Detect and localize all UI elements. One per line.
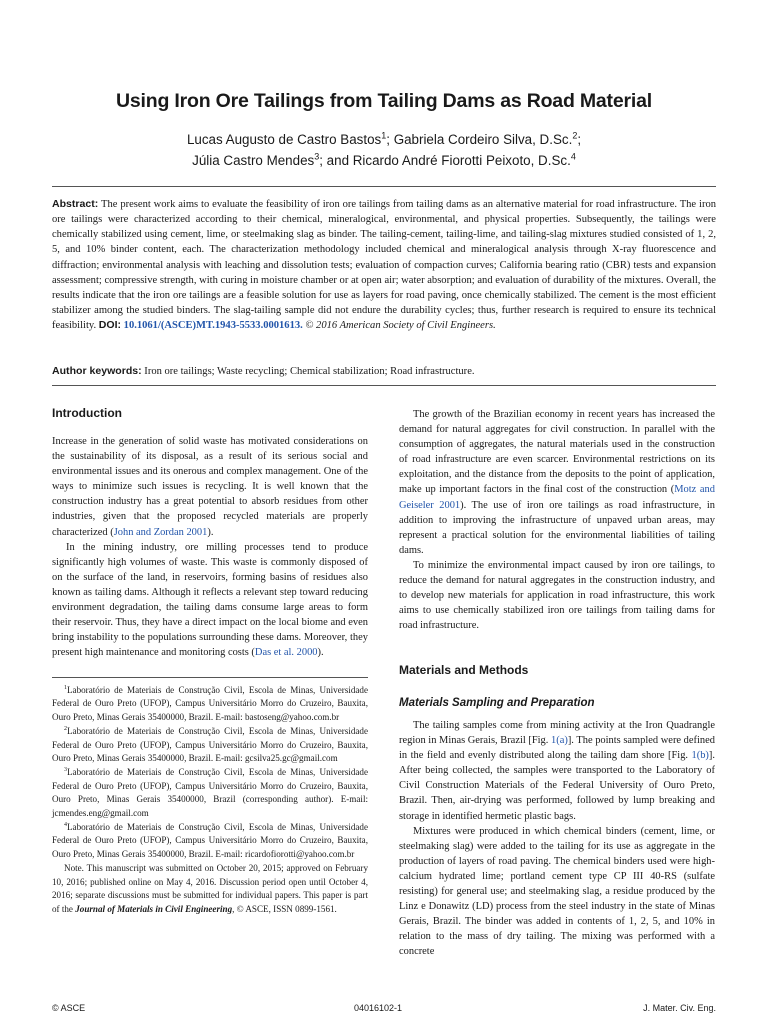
copyright: © 2016 American Society of Civil Engineers. <box>302 320 496 332</box>
right-column-methods <box>399 718 715 960</box>
footnote-marker: 1 <box>64 684 67 691</box>
paragraph-text: In the mining industry, ore milling processes tend to produce significantly high volumes of waste. This waste is commonly disposed of on the surface of the land, in reservoirs, forming basins of residues also known as tailing dams. Although it reflects a relevant step toward reducing environment degradation, the tailing dams consume large areas to form their reservoir. Thus, they have a direct impact on the local biome and even bring instability to the populations surrounding these dams. Moreover, they present high maintenance and monitoring costs ( <box>52 541 368 659</box>
citation-link[interactable]: Motz and Geiseler 2001 <box>399 484 715 511</box>
affiliation-marker: 4 <box>570 151 576 162</box>
keywords-text: Iron ore tailings; Waste recycling; Chemical stabilization; Road infrastructure. <box>141 366 475 377</box>
paper-title: Using Iron Ore Tailings from Tailing Dams as Road Material <box>116 90 652 112</box>
paragraph: Mixtures were produced in which chemical binders (cement, lime, or steelmaking slag) were added to the tailing for its use as aggregate in the production of layers of road paving. The chemical binders used were high-calcium hydrated lime; portland cement type CP III 40-RS (sulfate resisting) for general use; and steelmaking slag, a residue produced by the Linz e Donawitz (LD) process from the steel industry in the state of Minas Gerais, Brazil. The binder was added in contents of 1, 2, 5, and 10% in relation to the mass of dry tailing. The mixing was performed with a concrete <box>399 825 715 958</box>
note-text: , © ASCE, ISSN 0899-1561. <box>232 903 337 914</box>
author-name: Lucas Augusto de Castro Bastos <box>186 132 382 147</box>
paragraph-text: The growth of the Brazilian economy in recent years has increased the demand for natural aggregates for civil construction. In parallel with the consumption of aggregates, the natural materials used in the construction of road infrastructure are even scarcer. Environmental restrictions on its exploitation, and the distance from the deposits to the point of application, make up important factors in the final cost of the construction ( <box>399 409 715 496</box>
citation-link[interactable]: John and Zordan 2001 <box>113 526 208 538</box>
doi-link[interactable]: 10.1061/(ASCE)MT.1943-5533.0001613. <box>121 320 303 332</box>
keywords-label: Author keywords: <box>52 365 142 377</box>
figure-link[interactable]: 1(a) <box>551 735 568 747</box>
paragraph-text: Increase in the generation of solid waste has motivated considerations on the sustainability of its disposal, as a result of its serious social and environmental issues and its onerous and complex management. One of the ways to minimize such issues is recycling. It is well known that the construction industry has a great potential to absorb residues from other industries, given that the proposed recycled materials are properly characterized ( <box>52 436 368 538</box>
footnote <box>52 766 368 820</box>
citation-link[interactable]: Das et al. 2000 <box>254 647 318 659</box>
footnote <box>52 684 368 724</box>
doi-label: DOI: <box>98 319 122 332</box>
author-name: Júlia Castro Mendes <box>192 153 315 168</box>
footer-article-number: 04016102-1 <box>354 1003 403 1013</box>
paragraph <box>399 407 715 558</box>
affiliation-marker: 3 <box>314 151 320 162</box>
note-text: Note. This manuscript was submitted on October 20, 2015; approved on February 10, 2016; published online on May 4, 2016. Discussion period open until October 4, 2016; separate discussions must be submitted for individual papers. This paper is part of the <box>52 863 368 914</box>
paragraph-text: ). The use of iron ore tailings as road infrastructure, in addition to improving the infrastructure of unpaved urban areas, may represent a practical solution for the environmental liabilities of tailing dams. <box>399 499 715 556</box>
footnote-rule <box>52 677 368 678</box>
footer-journal: J. Mater. Civ. Eng. <box>643 1003 716 1013</box>
paragraph-text: ). <box>207 526 214 538</box>
paragraph-text: The tailing samples come from mining activity at the Iron Quadrangle region in Minas Gerais, Brazil [Fig. <box>399 720 715 747</box>
footnote <box>52 725 368 765</box>
abstract <box>52 197 716 333</box>
subsection-heading-sampling: Materials Sampling and Preparation <box>399 697 595 709</box>
paragraph <box>52 434 368 540</box>
paragraph-text: ]. The points sampled were defined in the field and evenly distributed along the tailing dam shore [Fig. <box>399 735 715 762</box>
author-list <box>40 129 728 171</box>
abstract-text: The present work aims to evaluate the feasibility of iron ore tailings from tailing dams as an alternative material for road infrastructure. The iron ore tailings were characterized according to their chemical, mineralogical, environmental, and physical properties. Subsequently, the tailings were chemically stabilized using cement, lime, or steelmaking slag as binder. The tailing-cement, tailing-lime, and tailing-slag mixtures studied consisted of 1, 2, 5, and 10% binder content, each. The characterization methodology included chemical and mineralogical analysis through X-ray fluorescence and diffraction; environmental analysis with leaching and dissolution tests; evaluation of compaction curves; California bearing ratio (CBR) tests and expansion assessment; compressive strength, with curing in moisture chamber or at open air; water absorption; and evaluation of durability of the mixtures. Overall, the results indicate that the iron ore tailings are a feasible solution for use as layers for road paving, once chemically stabilized. The cement is the most efficient stabilizer among the studied binders. The slag-tailing sample did not endure the durability cycles; thus, further research is required to ensure its technical feasibility. <box>52 199 716 332</box>
footnote-text: Laboratório de Materiais de Construção Civil, Escola de Minas, Universidade Federal de Ouro Preto (UFOP), Campus Universitário Morro do Cruzeiro, Bauxita, Ouro Preto, Minas Gerais 35400000, Brazil. E-mail: bastoseng@yahoo.com.br <box>52 685 368 722</box>
abstract-label: Abstract: <box>52 198 99 210</box>
figure-link[interactable]: 1(b) <box>691 750 709 762</box>
footnote-marker: 3 <box>64 767 67 774</box>
submission-note <box>52 862 368 916</box>
footnotes <box>52 684 368 916</box>
paragraph-text: ). <box>317 647 324 659</box>
paragraph <box>52 540 368 661</box>
footnote-marker: 2 <box>64 726 67 733</box>
left-column-body <box>52 434 368 660</box>
affiliation-marker: 2 <box>572 130 578 141</box>
abstract-top-rule <box>52 186 716 187</box>
section-heading-introduction: Introduction <box>52 406 122 420</box>
section-heading-materials-methods: Materials and Methods <box>399 663 529 677</box>
footnote-text: Laboratório de Materiais de Construção Civil, Escola de Minas, Universidade Federal de Ouro Preto (UFOP), Campus Universitário Morro do Cruzeiro, Bauxita, Ouro Preto, Minas Gerais 35400000, Brazil. E-mail: ricardofiorotti@yahoo.com.br <box>52 822 368 859</box>
footnote <box>52 821 368 861</box>
author-name: ; and Ricardo André Fiorotti Peixoto, D.Sc. <box>319 153 571 168</box>
affiliation-marker: 1 <box>381 130 387 141</box>
paragraph <box>399 718 715 824</box>
paragraph-text: ]. After being collected, the samples were transported to the Laboratory of Civil Construction Materials of the Federal University of Ouro Preto, Brazil. Then, air-drying was performed, followed by lump breaking and storage in identified hermetic plastic bags. <box>399 750 715 822</box>
footnote-marker: 4 <box>64 822 67 829</box>
abstract-bottom-rule <box>52 385 716 386</box>
author-separator: ; <box>577 132 582 147</box>
footnote-text: Laboratório de Materiais de Construção Civil, Escola de Minas, Universidade Federal de Ouro Preto (UFOP), Campus Universitário Morro do Cruzeiro, Bauxita, Ouro Preto, Minas Gerais 35400000, Brazil (corresponding author). E-mail: jcmendes.eng@gmail.com <box>52 767 368 818</box>
right-column-intro <box>399 407 715 633</box>
paragraph: To minimize the environmental impact caused by iron ore tailings, to reduce the demand for natural aggregates in the construction industry, and to develop new materials for application in road infrastructure, this work aims to use chemically stabilized iron ore tailings from tailing dams for road infrastructure. <box>399 559 715 632</box>
footer-publisher: © ASCE <box>52 1003 86 1013</box>
author-keywords <box>52 364 716 379</box>
author-name: ; Gabriela Cordeiro Silva, D.Sc. <box>386 132 573 147</box>
journal-name: Journal of Materials in Civil Engineering <box>75 903 233 914</box>
footnote-text: Laboratório de Materiais de Construção Civil, Escola de Minas, Universidade Federal de Ouro Preto (UFOP), Campus Universitário Morro do Cruzeiro, Bauxita, Ouro Preto, Minas Gerais 35400000, Brazil. E-mail: gcsilva25.gc@gmail.com <box>52 726 368 764</box>
